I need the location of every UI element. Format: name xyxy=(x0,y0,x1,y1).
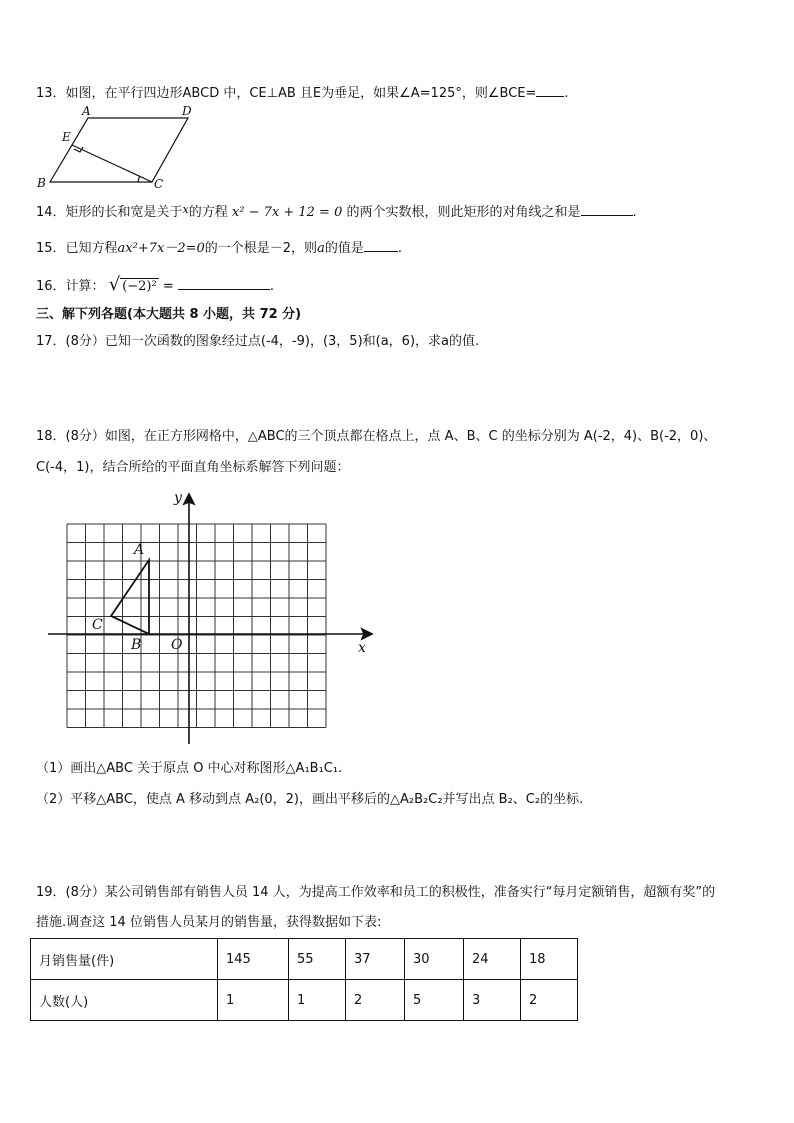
sales-table xyxy=(30,938,578,1021)
grid-lines xyxy=(67,524,326,728)
origin-label: O xyxy=(171,637,183,653)
q15-equation: ax²+7x－2=0 xyxy=(117,241,205,256)
table-row xyxy=(31,939,578,980)
q15-answer-blank[interactable] xyxy=(364,238,398,252)
label-e: E xyxy=(62,130,71,144)
table-cell: 1 xyxy=(218,980,289,1021)
x-axis-arrow-icon xyxy=(362,629,372,639)
table-cell: 5 xyxy=(405,980,464,1021)
y-axis-arrow-icon xyxy=(184,494,194,504)
q19-line2: 措施.调查这 14 位销售人员某月的销售量，获得数据如下表: xyxy=(36,915,382,930)
sqrt-expression: √ (−2)² xyxy=(108,274,157,295)
q18-sub2: （2）平移△ABC，使点 A 移动到点 A₂(0，2)，画出平移后的△A₂B₂C₂并写出点 B₂、C₂的坐标. xyxy=(36,792,584,807)
table-cell: 24 xyxy=(464,939,521,980)
table-row xyxy=(31,980,578,1021)
point-a-label: A xyxy=(134,542,145,558)
table-header-cell: 月销售量(件) xyxy=(31,939,218,980)
table-cell: 145 xyxy=(218,939,289,980)
table-cell: 18 xyxy=(521,939,578,980)
table-cell: 55 xyxy=(289,939,346,980)
point-b-label: B xyxy=(131,637,142,653)
q18-line1: 18．(8分）如图，在正方形网格中，△ABC的三个顶点都在格点上，点 A、B、C 的坐标分别为 A(-2，4)、B(-2，0)、 xyxy=(36,429,717,444)
q18-sub1: （1）画出△ABC 关于原点 O 中心对称图形△A₁B₁C₁. xyxy=(36,761,343,776)
label-a: A xyxy=(82,104,91,118)
q14-answer-blank[interactable] xyxy=(581,202,633,216)
q13-answer-blank[interactable] xyxy=(536,83,564,97)
triangle-abc xyxy=(111,560,149,634)
table-cell: 1 xyxy=(289,980,346,1021)
label-b: B xyxy=(37,176,46,190)
point-c-label: C xyxy=(92,617,103,633)
parallelogram-abcd xyxy=(50,118,188,182)
q17-text: 17．(8分）已知一次函数的图象经过点(-4，-9)，(3，5)和(a，6)，求a的值. xyxy=(36,334,480,349)
q18-line2: C(-4，1)，结合所给的平面直角坐标系解答下列问题： xyxy=(36,460,350,475)
table-cell: 3 xyxy=(464,980,521,1021)
table-cell: 2 xyxy=(521,980,578,1021)
q16-answer-blank[interactable] xyxy=(178,276,270,290)
q16-text: 16．计算： √ (−2)² = . xyxy=(36,274,275,295)
parallelogram-figure xyxy=(34,104,204,190)
table-cell: 30 xyxy=(405,939,464,980)
table-header-cell: 人数(人) xyxy=(31,980,218,1021)
table-cell: 2 xyxy=(346,980,405,1021)
coordinate-grid-figure xyxy=(44,488,374,746)
q14-equation: x² − 7x + 12 = 0 xyxy=(231,205,343,220)
sqrt-sign-icon: √ xyxy=(108,274,121,295)
q19-line1: 19．(8分）某公司销售部有销售人员 14 人，为提高工作效率和员工的积极性，准备实行“每月定额销售，超额有奖”的 xyxy=(36,885,716,900)
table-cell: 37 xyxy=(346,939,405,980)
x-axis-label: x xyxy=(358,640,366,656)
q14-text: 14．矩形的长和宽是关于$^x$的方程 x² − 7x + 12 = 0 的两个实数根，则此矩形的对角线之和是 . xyxy=(36,203,637,220)
q13-text: 13．如图，在平行四边形ABCD 中，CE⊥AB 且E为垂足，如果∠A=125°，则∠BCE= . xyxy=(36,83,569,103)
q13-stem: 13．如图，在平行四边形ABCD 中，CE⊥AB 且E为垂足，如果∠A=125°，则∠BCE= xyxy=(36,86,537,101)
angle-arc-bce xyxy=(138,176,140,182)
label-d: D xyxy=(182,104,192,118)
label-c: C xyxy=(154,177,164,190)
y-axis-label: y xyxy=(174,490,182,506)
q15-text: 15．已知方程ax²+7x－2=0的一个根是－2，则a的值是 . xyxy=(36,238,402,258)
section-three-heading: 三、解下列各题(本大题共 8 小题，共 72 分) xyxy=(36,307,302,322)
